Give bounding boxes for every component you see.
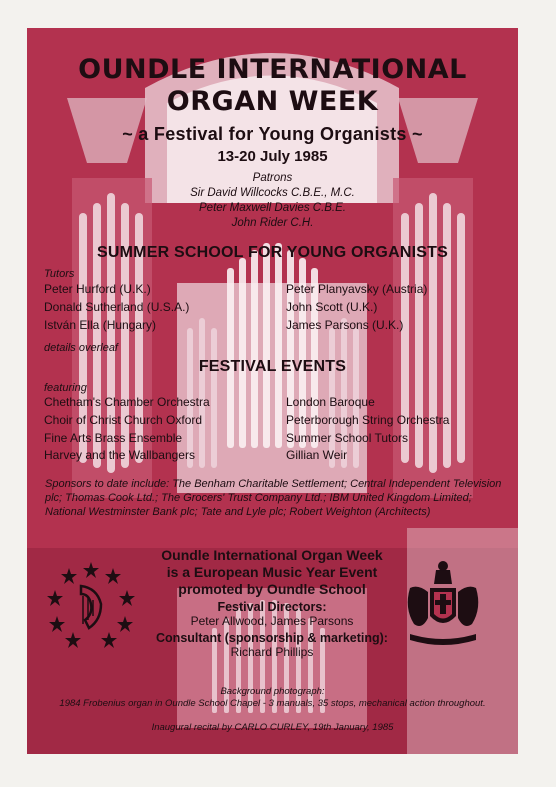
tutor-name: István Ella (Hungary) <box>44 318 157 332</box>
background-photo-label: Background photograph: <box>220 686 325 697</box>
directors-label-text: Festival Directors: <box>217 600 327 614</box>
consultant-name: Richard Phillips <box>230 645 314 659</box>
performer-name: Fine Arts Brass Ensemble <box>44 431 183 445</box>
background-photo-description: 1984 Frobenius organ in Oundle School Chapel - 3 manuals, 35 stops, mechanical action throughout. <box>59 698 486 709</box>
inaugural-recital-note: Inaugural recital by CARLO CURLEY, 19th January, 1985 <box>151 722 394 733</box>
promo-line: promoted by Oundle School <box>178 581 366 597</box>
tutor-name: James Parsons (U.K.) <box>286 318 404 332</box>
featuring-label: featuring <box>44 382 87 394</box>
consultant-label-text: Consultant (sponsorship & marketing): <box>156 631 388 645</box>
consultant-label <box>107 631 437 646</box>
tutor-name: Peter Planyavsky (Austria) <box>286 282 428 296</box>
sponsors-text: Sponsors to date include: The Benham Charitable Settlement; Central Independent Television plc; Thomas Cook Ltd.; The Grocers' Trust Company Ltd.; IBM United Kingdom Limited; National Westminster Bank plc; Tate and Lyle plc; Robert Weighton (Architects) <box>45 478 502 518</box>
european-music-year-logo-icon <box>45 558 137 650</box>
patron-name: Sir David Willcocks C.B.E., M.C. <box>190 187 355 199</box>
performer-name: Summer School Tutors <box>286 431 409 445</box>
tutor-name: Peter Hurford (U.K.) <box>44 282 151 296</box>
festival-events-heading: FESTIVAL EVENTS <box>198 358 347 375</box>
performer-name: Gillian Weir <box>286 448 348 462</box>
performer-name: Choir of Christ Church Oxford <box>44 413 203 427</box>
details-note: details overleaf <box>44 342 118 354</box>
poster-title-line1: OUNDLE INTERNATIONAL <box>78 54 467 85</box>
performer-name: Peterborough String Orchestra <box>286 413 450 427</box>
festival-dates: 13-20 July 1985 <box>217 148 328 165</box>
tutor-name: Donald Sutherland (U.S.A.) <box>44 300 190 314</box>
patron-name: Peter Maxwell Davies C.B.E. <box>199 202 346 214</box>
directors-names: Peter Allwood, James Parsons <box>190 614 354 628</box>
summer-school-heading: SUMMER SCHOOL FOR YOUNG ORGANISTS <box>97 244 448 261</box>
tutors-label: Tutors <box>44 268 75 280</box>
performer-name: London Baroque <box>286 395 375 409</box>
directors-label <box>107 600 437 615</box>
promo-line: is a European Music Year Event <box>166 564 378 580</box>
patrons-label: Patrons <box>252 172 293 184</box>
performer-name: Harvey and the Wallbangers <box>44 448 195 462</box>
poster-subtitle: ~ a Festival for Young Organists ~ <box>122 124 423 144</box>
performer-name: Chetham's Chamber Orchestra <box>44 395 210 409</box>
patron-name: John Rider C.H. <box>231 217 314 229</box>
tutor-name: John Scott (U.K.) <box>286 300 378 314</box>
poster-title-line2: ORGAN WEEK <box>166 86 379 117</box>
coat-of-arms-icon <box>400 558 486 648</box>
promo-line: Oundle International Organ Week <box>161 547 383 563</box>
festival-poster <box>27 28 518 754</box>
